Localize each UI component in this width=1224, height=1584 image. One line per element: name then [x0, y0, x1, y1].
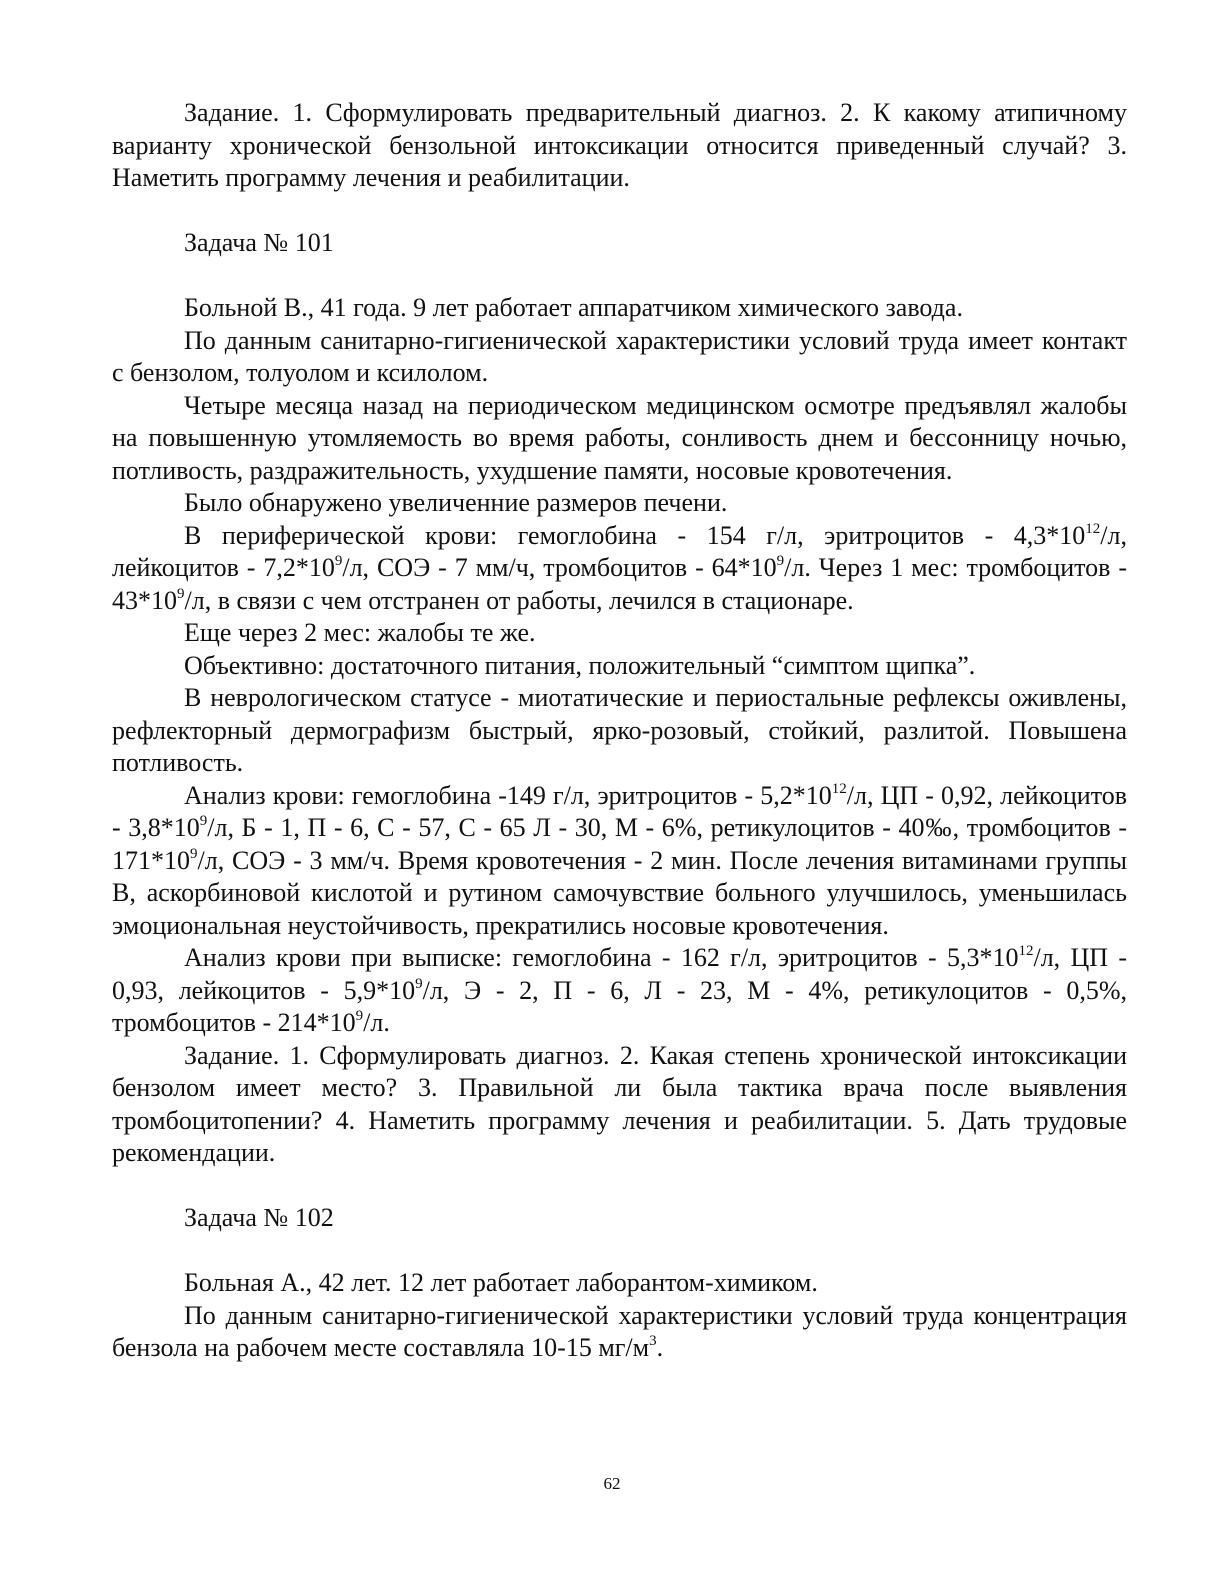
task-102-paragraph: Больная А., 42 лет. 12 лет работает лаборантом-химиком. [184, 1268, 818, 1297]
text-run: /л. [363, 1008, 390, 1037]
superscript: 9 [776, 553, 785, 569]
task-101-blood-test [112, 780, 1127, 943]
text-run: /л. Через 1 мес: тромбоцитов - 43*10 [112, 553, 1128, 615]
superscript: 12 [1018, 943, 1034, 959]
text-run: /л, Э - 2, П - 6, Л - 23, М - 4%, ретикулоцитов - 0,5%, тромбоцитов - 214*10 [112, 975, 1127, 1037]
previous-task-assignment: Задание. 1. Сформулировать предварительный диагноз. 2. К какому атипичному варианту хронической бензольной интоксикации относится приведенный случай? 3. Наметить программу лечения и реабилитации. [112, 98, 1127, 192]
superscript: 9 [199, 813, 208, 829]
text-run: /л, ЦП - 0,92, лейкоцитов - 3,8*10 [112, 780, 1127, 842]
task-101-title: Задача № 101 [184, 228, 334, 257]
text-body [112, 97, 1127, 1365]
superscript: 3 [649, 1333, 657, 1349]
text-run: /л, СОЭ - 3 мм/ч. Время кровотечения - 2 мин. После лечения витаминами группы В, аскорбиновой кислотой и рутином самочувствие больного улучшилось, уменьшилась эмоциональная неустойчивость, прекратились носовые кровотечения. [112, 845, 1127, 940]
task-101-assignment: Задание. 1. Сформулировать диагноз. 2. Какая степень хронической интоксикации бензолом имеет место? 3. Правильной ли была тактика врача после выявления тромбоцитопении? 4. Наметить программу лечения и реабилитации. 5. Дать трудовые рекомендации. [112, 1040, 1127, 1167]
text-run: По данным санитарно-гигиенической характеристики условий труда концентрация бензола на рабочем месте составляла 10-15 мг/м [112, 1300, 1127, 1362]
task-101-paragraph: Еще через 2 мес: жалобы те же. [184, 618, 536, 647]
text-run: /л, в связи с чем отстранен от работы, лечился в стационаре. [184, 585, 854, 615]
superscript: 12 [1085, 520, 1101, 537]
superscript: 9 [177, 585, 185, 602]
superscript: 9 [334, 553, 343, 569]
task-101-paragraph: Больной В., 41 года. 9 лет работает аппаратчиком химического завода. [184, 293, 963, 322]
text-run: /л, ЦП - 0,93, лейкоцитов - 5,9*10 [112, 943, 1127, 1005]
superscript: 9 [355, 1008, 364, 1024]
text-run: В периферической крови: гемоглобина - 154 г/л, эритроцитов - 4,3*10 [184, 520, 1086, 550]
task-102-paragraph [112, 1300, 1127, 1365]
task-101-blood-test-peripheral [112, 520, 1127, 618]
text-run: Анализ крови: гемоглобина -149 г/л, эритроцитов - 5,2*10 [184, 780, 832, 810]
task-101-paragraph: Четыре месяца назад на периодическом медицинском осмотре предъявлял жалобы на повышенную утомляемость во время работы, сонливость днем и бессонницу ночью, потливость, раздражительность, ухудшение памяти, носовые кровотечения. [112, 390, 1127, 485]
page-number: 62 [603, 1474, 621, 1493]
text-run: . [656, 1333, 664, 1362]
task-101-paragraph: В неврологическом статусе - миотатические и периостальные рефлексы оживлены, рефлекторный дермографизм быстрый, ярко-розовый, стойкий, разлитой. Повышена потливость. [112, 683, 1127, 777]
text-run: /л, лейкоцитов - 7,2*10 [112, 520, 1127, 582]
task-101-paragraph: Было обнаружено увеличенние размеров печени. [184, 488, 728, 517]
task-101-blood-test-discharge [112, 942, 1127, 1040]
superscript: 9 [415, 975, 423, 992]
task-102-title: Задача № 102 [184, 1203, 334, 1232]
task-101-paragraph: Объективно: достаточного питания, положительный “симптом щипка”. [184, 650, 976, 680]
text-run: /л, Б - 1, П - 6, С - 57, С - 65 Л - 30, М - 6%, ретикулоцитов - 40‰, тромбоцитов - 171*10 [112, 813, 1127, 875]
text-run: /л, СОЭ - 7 мм/ч, тромбоцитов - 64*10 [342, 553, 777, 582]
task-101-paragraph: По данным санитарно-гигиенической характеристики условий труда имеет контакт с бензолом, толуолом и ксилолом. [112, 325, 1127, 387]
superscript: 12 [831, 780, 847, 797]
text-run: Анализ крови при выписке: гемоглобина - 162 г/л, эритроцитов - 5,3*10 [184, 943, 1019, 972]
superscript: 9 [190, 845, 198, 862]
